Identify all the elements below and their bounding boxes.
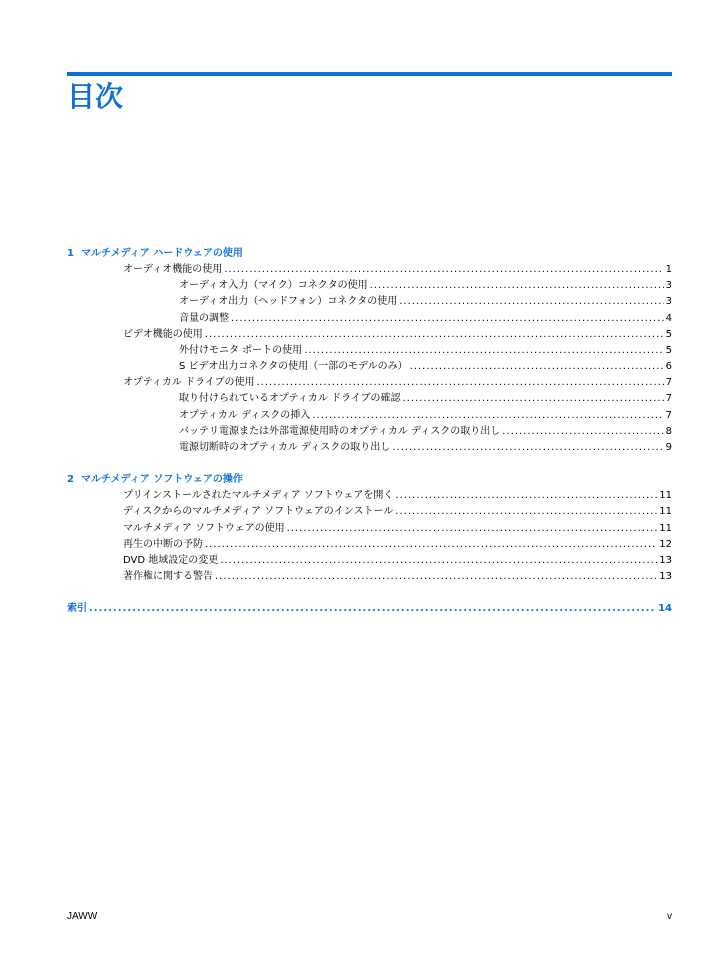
- toc-entry[interactable]: [67, 262, 672, 278]
- dot-leader: [395, 504, 657, 520]
- toc-page-number: 5: [665, 328, 672, 340]
- dot-leader: [399, 294, 663, 310]
- toc-entry[interactable]: [67, 327, 672, 343]
- toc-page-number: 9: [665, 442, 672, 454]
- toc-entry[interactable]: [67, 504, 672, 520]
- toc-entry-text: オプティカル ディスクの挿入: [179, 409, 311, 421]
- toc-page-number: 11: [659, 490, 672, 502]
- footer-doc-code: JAWW: [67, 911, 98, 922]
- toc-entry-text: 著作権に関する警告: [123, 571, 213, 583]
- toc-page-number: 6: [665, 361, 672, 373]
- toc-entry[interactable]: [67, 537, 672, 553]
- toc-index-entry[interactable]: [67, 601, 672, 617]
- toc-entry-text: オーディオ出力（ヘッドフォン）コネクタの使用: [179, 296, 398, 308]
- toc-page-number: 3: [665, 296, 672, 308]
- dot-leader: [370, 278, 664, 294]
- dot-leader: [312, 408, 663, 424]
- toc-entry[interactable]: [67, 521, 672, 537]
- toc-entry-text: オプティカル ドライブの使用: [123, 377, 255, 389]
- toc-page-number: 11: [659, 522, 672, 534]
- dot-leader: [402, 391, 663, 407]
- toc-entry-text: マルチメディア ソフトウェアの使用: [123, 522, 285, 534]
- toc-entry[interactable]: [67, 553, 672, 569]
- toc-entry-text: 索引: [67, 603, 87, 615]
- toc-entry[interactable]: [67, 343, 672, 359]
- toc-entry-text: DVD 地域設定の変更: [123, 554, 219, 566]
- toc-page-number: 7: [665, 393, 672, 405]
- toc-entry[interactable]: [67, 569, 672, 585]
- toc-entry[interactable]: [67, 294, 672, 310]
- toc-entry-text: オーディオ機能の使用: [123, 263, 223, 275]
- dot-leader: [392, 440, 663, 456]
- toc-page-number: 7: [665, 377, 672, 389]
- toc-page-number: 7: [665, 409, 672, 421]
- toc-entry-text: 外付けモニタ ポートの使用: [179, 344, 303, 356]
- toc-entry[interactable]: [67, 375, 672, 391]
- dot-leader: [220, 553, 657, 569]
- toc-page-number: 8: [665, 425, 672, 437]
- dot-leader: [395, 488, 657, 504]
- spacer: [67, 456, 672, 472]
- toc-page-number: 14: [658, 603, 672, 615]
- dot-leader: [205, 327, 664, 343]
- toc-entry[interactable]: [67, 278, 672, 294]
- toc-entry-text: プリインストールされたマルチメディア ソフトウェアを開く: [123, 490, 394, 502]
- footer-page-number: v: [667, 911, 672, 922]
- toc-entry-text: ディスクからのマルチメディア ソフトウェアのインストール: [123, 506, 394, 518]
- chapter-1-heading[interactable]: [67, 246, 672, 262]
- toc-entry-text: 音量の調整: [179, 312, 229, 324]
- dot-leader: [502, 424, 663, 440]
- dot-leader: [205, 537, 657, 553]
- dot-leader: [410, 359, 664, 375]
- toc-entry-text: オーディオ入力（マイク）コネクタの使用: [179, 280, 368, 292]
- toc-entry[interactable]: [67, 424, 672, 440]
- spacer: [67, 585, 672, 601]
- toc-entry-text: 取り付けられているオプティカル ドライブの確認: [179, 393, 401, 405]
- page-title: 目次: [67, 80, 124, 113]
- toc-entry[interactable]: [67, 440, 672, 456]
- toc-entry[interactable]: [67, 311, 672, 327]
- toc-entry-text: 電源切断時のオプティカル ディスクの取り出し: [179, 442, 391, 454]
- toc-page-number: 3: [665, 280, 672, 292]
- dot-leader: [287, 521, 658, 537]
- chapter-title: マルチメディア ハードウェアの使用: [81, 248, 243, 259]
- toc-entry[interactable]: [67, 488, 672, 504]
- toc-page-number: 12: [659, 538, 672, 550]
- toc-entry[interactable]: [67, 392, 672, 408]
- toc-page-number: 11: [659, 506, 672, 518]
- toc-entry[interactable]: [67, 359, 672, 375]
- dot-leader: [304, 343, 663, 359]
- chapter-2-heading[interactable]: [67, 472, 672, 488]
- table-of-contents: [67, 246, 672, 618]
- chapter-number: 1: [67, 248, 74, 259]
- dot-leader: [231, 311, 664, 327]
- toc-entry-text: S ビデオ出力コネクタの使用（一部のモデルのみ）: [179, 361, 408, 373]
- toc-page-number: 1: [665, 263, 672, 275]
- toc-page-number: 4: [665, 312, 672, 324]
- toc-entry-text: ビデオ機能の使用: [123, 328, 203, 340]
- dot-leader: [89, 601, 656, 617]
- dot-leader: [215, 569, 657, 585]
- chapter-title: マルチメディア ソフトウェアの操作: [81, 474, 243, 486]
- toc-entry-text: 再生の中断の予防: [123, 538, 203, 550]
- dot-leader: [224, 262, 663, 278]
- toc-page-number: 13: [659, 571, 672, 583]
- dot-leader: [256, 375, 663, 391]
- title-rule: [67, 72, 672, 76]
- toc-page-number: 5: [665, 344, 672, 356]
- toc-page-number: 13: [659, 554, 672, 566]
- toc-entry-text: バッテリ電源または外部電源使用時のオプティカル ディスクの取り出し: [179, 425, 501, 437]
- toc-entry[interactable]: [67, 408, 672, 424]
- chapter-number: 2: [67, 474, 74, 486]
